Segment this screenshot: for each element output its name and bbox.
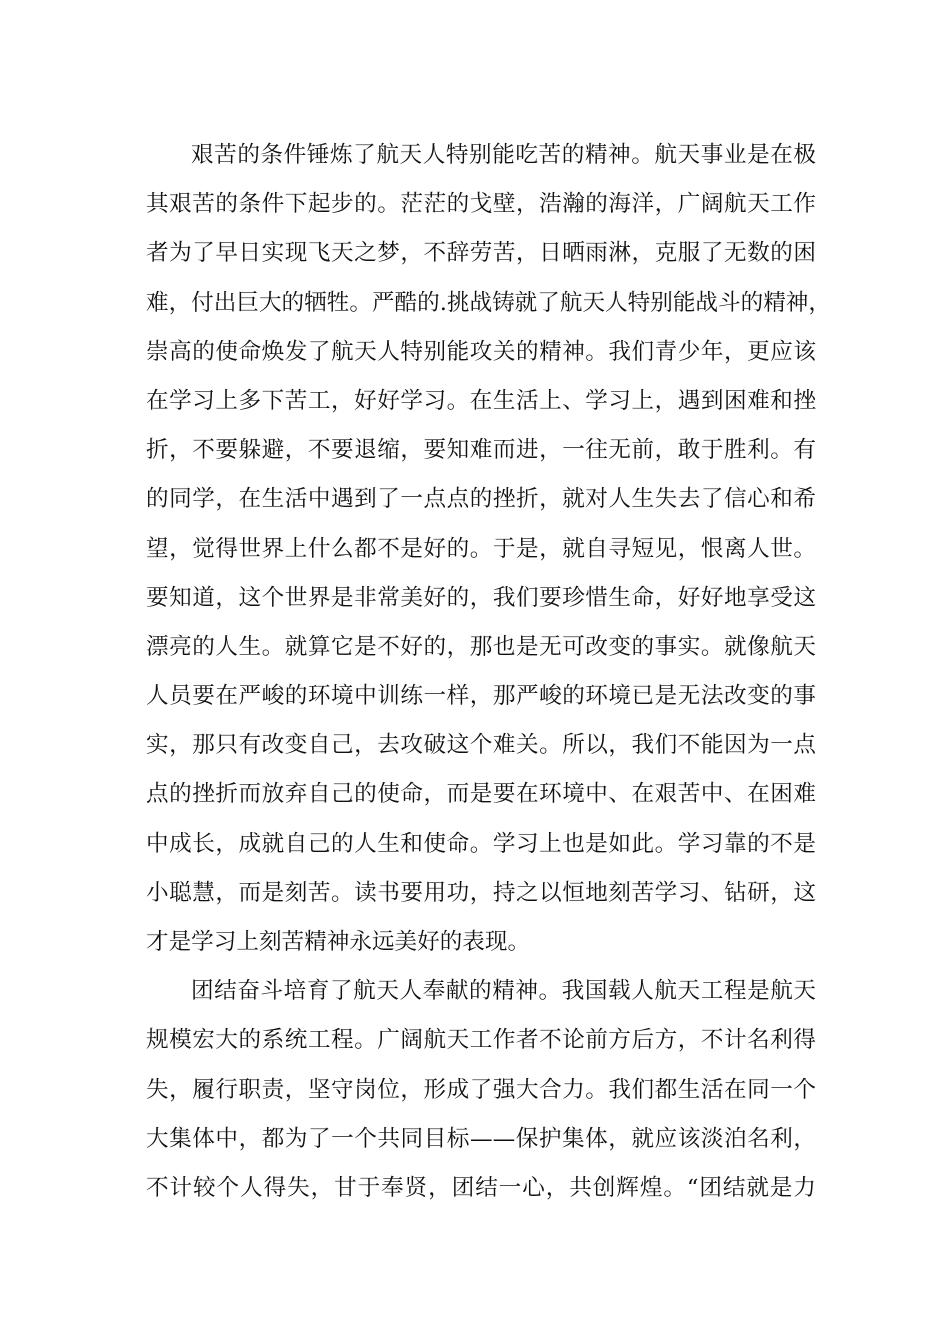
body-text xyxy=(146,131,831,1213)
paragraph-1-line-10: 要知道，这个世界是非常美好的，我们要珍惜生命，好好地享受这 xyxy=(146,584,816,611)
paragraph-1-line-6: 在学习上多下苦工，好好学习。在生活上、学习上，遇到困难和挫 xyxy=(146,387,816,414)
paragraph-1-line-16: 小聪慧，而是刻苦。读书要用功，持之以恒地刻苦学习、钻研，这 xyxy=(146,879,816,906)
paragraph-2-line-1: 团结奋斗培育了航天人奉献的精神。我国载人航天工程是航天 xyxy=(191,978,816,1005)
paragraph-1-line-3: 者为了早日实现飞天之梦，不辞劳苦，日晒雨淋，克服了无数的困 xyxy=(146,240,816,267)
paragraph-1-line-7: 折，不要躲避，不要退缩，要知难而进，一往无前，敢于胜利。有 xyxy=(146,437,816,464)
paragraph-1-line-2: 其艰苦的条件下起步的。茫茫的戈壁，浩瀚的海洋，广阔航天工作 xyxy=(146,191,816,218)
paragraph-1-line-13: 实，那只有改变自己，去攻破这个难关。所以，我们不能因为一点 xyxy=(146,732,816,759)
paragraph-2-line-3: 失，履行职责，坚守岗位，形成了强大合力。我们都生活在同一个 xyxy=(146,1076,816,1103)
paragraph-1-line-4: 难，付出巨大的牺牲。严酷的.挑战铸就了航天人特别能战斗的精神， xyxy=(146,289,831,316)
paragraph-2-line-2: 规模宏大的系统工程。广阔航天工作者不论前方后方，不计名利得 xyxy=(146,1027,816,1054)
paragraph-1-line-15: 中成长，成就自己的人生和使命。学习上也是如此。学习靠的不是 xyxy=(146,830,816,857)
paragraph-1-line-12: 人员要在严峻的环境中训练一样，那严峻的环境已是无法改变的事 xyxy=(146,683,816,710)
paragraph-1-line-14: 点的挫折而放弃自己的使命，而是要在环境中、在艰苦中、在困难 xyxy=(146,781,816,808)
paragraph-1-line-17: 才是学习上刻苦精神永远美好的表现。 xyxy=(146,929,531,955)
paragraph-1-line-1: 艰苦的条件锤炼了航天人特别能吃苦的精神。航天事业是在极 xyxy=(191,142,816,168)
paragraph-2-line-5: 不计较个人得失，甘于奉贤，团结一心，共创辉煌。“团结就是力 xyxy=(146,1174,816,1201)
paragraph-1-line-9: 望，觉得世界上什么都不是好的。于是，就自寻短见，恨离人世。 xyxy=(146,535,816,562)
paragraph-1-line-5: 崇高的使命焕发了航天人特别能攻关的精神。我们青少年，更应该 xyxy=(146,338,816,365)
paragraph-2-line-4: 大集体中，都为了一个共同目标——保护集体，就应该淡泊名利， xyxy=(146,1125,816,1152)
paragraph-1-line-8: 的同学，在生活中遇到了一点点的挫折，就对人生失去了信心和希 xyxy=(146,486,816,513)
paragraph-1-line-11: 漂亮的人生。就算它是不好的，那也是无可改变的事实。就像航天 xyxy=(146,633,816,660)
